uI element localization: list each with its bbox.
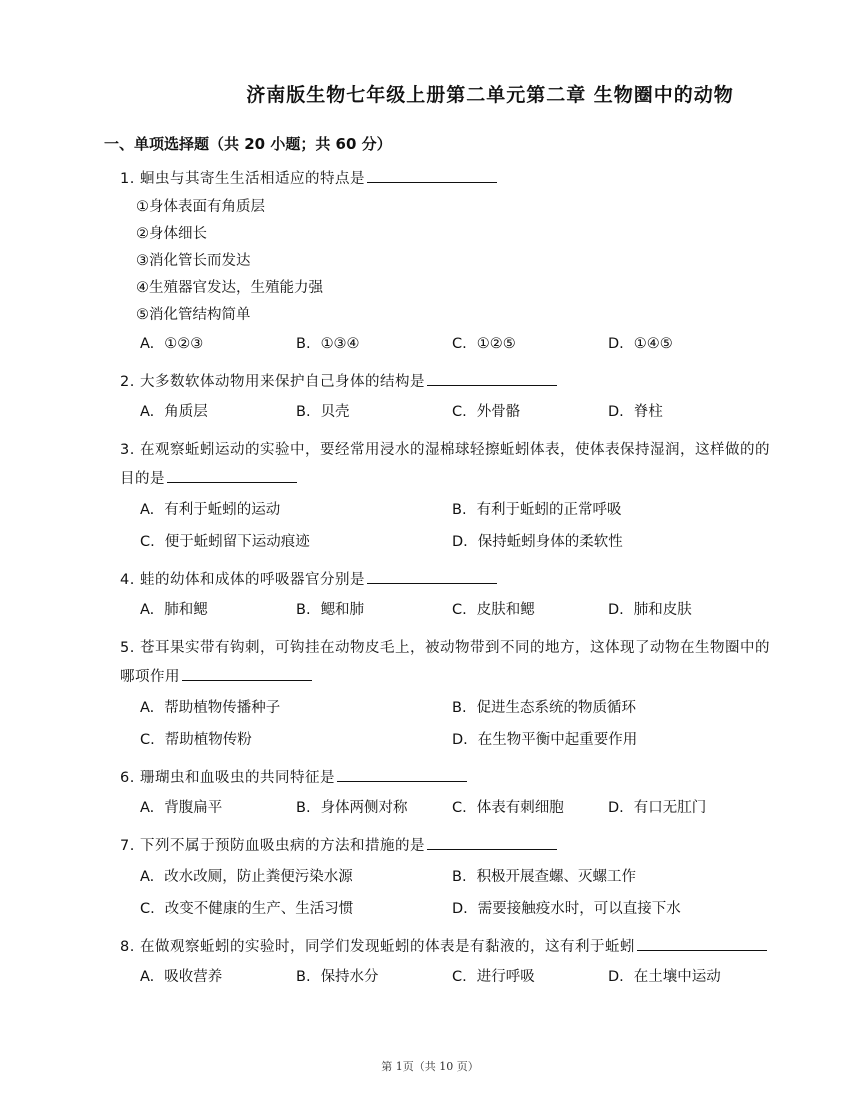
answer-blank[interactable] <box>167 468 297 483</box>
option-text: 有口无肛门 <box>633 800 707 816</box>
option-d[interactable] <box>608 595 764 626</box>
question-item <box>120 764 770 824</box>
options-row <box>120 692 770 756</box>
question-text: 在做观察蚯蚓的实验时，同学们发现蚯蚓的体表是有黏液的，这有利于蚯蚓 <box>139 939 635 955</box>
option-c[interactable] <box>140 893 452 925</box>
question-stem <box>120 436 770 494</box>
option-text: 脊柱 <box>633 404 663 420</box>
option-text: 肺和皮肤 <box>633 602 692 618</box>
question-number: 6. <box>120 770 135 786</box>
option-letter: B. <box>452 502 467 518</box>
question-stem <box>120 566 770 595</box>
question-number: 7. <box>120 838 135 854</box>
option-letter: A. <box>140 700 155 716</box>
question-item <box>120 566 770 626</box>
question-statement: ①身体表面有角质层 <box>136 199 265 215</box>
option-letter: B. <box>296 800 311 816</box>
option-letter: C. <box>140 534 155 550</box>
question-number: 2. <box>120 374 135 390</box>
option-d[interactable] <box>452 724 764 756</box>
question-stem <box>120 634 770 692</box>
answer-blank[interactable] <box>427 371 557 386</box>
section-heading: 一、单项选择题（共 20 小题；共 60 分） <box>104 135 392 153</box>
option-letter: A. <box>140 602 155 618</box>
option-text: 背腹扁平 <box>164 800 223 816</box>
option-d[interactable] <box>608 793 764 824</box>
question-text: 珊瑚虫和血吸虫的共同特征是 <box>139 770 335 786</box>
question-item <box>120 436 770 558</box>
option-text: 外骨骼 <box>476 404 521 420</box>
option-a[interactable] <box>140 595 296 626</box>
option-c[interactable] <box>140 724 452 756</box>
option-letter: D. <box>608 404 624 420</box>
option-text: 鳃和肺 <box>320 602 365 618</box>
options-row <box>120 793 770 824</box>
option-c[interactable] <box>452 397 608 428</box>
answer-blank[interactable] <box>367 569 497 584</box>
option-b[interactable] <box>296 793 452 824</box>
option-letter: B. <box>452 700 467 716</box>
option-text: 有利于蚯蚓的正常呼吸 <box>476 502 622 518</box>
option-letter: D. <box>452 534 468 550</box>
option-letter: A. <box>140 869 155 885</box>
option-a[interactable] <box>140 329 296 360</box>
option-letter: C. <box>140 901 155 917</box>
question-item <box>120 634 770 756</box>
option-c[interactable] <box>452 793 608 824</box>
option-text: 便于蚯蚓留下运动痕迹 <box>164 534 310 550</box>
option-text: 身体两侧对称 <box>320 800 408 816</box>
option-letter: A. <box>140 800 155 816</box>
option-letter: C. <box>452 336 467 352</box>
option-letter: D. <box>608 800 624 816</box>
question-stem <box>120 165 770 194</box>
option-a[interactable] <box>140 793 296 824</box>
question-number: 1. <box>120 171 135 187</box>
option-text: 帮助植物传粉 <box>164 732 252 748</box>
options-row <box>120 595 770 626</box>
question-list <box>120 165 770 1001</box>
question-stem <box>120 933 770 962</box>
option-text: 肺和鳃 <box>164 602 208 618</box>
question-stem <box>120 764 770 793</box>
option-d[interactable] <box>608 329 764 360</box>
question-stem <box>120 368 770 397</box>
option-a[interactable] <box>140 861 452 893</box>
option-c[interactable] <box>452 595 608 626</box>
option-text: 在生物平衡中起重要作用 <box>477 732 638 748</box>
question-statement: ⑤消化管结构简单 <box>136 307 251 323</box>
question-text: 大多数软体动物用来保护自己身体的结构是 <box>139 374 425 390</box>
option-text: 帮助植物传播种子 <box>164 700 281 716</box>
option-b[interactable] <box>296 595 452 626</box>
question-number: 4. <box>120 572 135 588</box>
option-text: 有利于蚯蚓的运动 <box>164 502 281 518</box>
option-letter: A. <box>140 336 155 352</box>
option-b[interactable] <box>296 962 452 993</box>
question-statement: ②身体细长 <box>136 226 207 242</box>
option-b[interactable] <box>452 494 764 526</box>
option-text: 积极开展查螺、灭螺工作 <box>476 869 637 885</box>
option-letter: B. <box>452 869 467 885</box>
option-letter: D. <box>608 602 624 618</box>
option-a[interactable] <box>140 397 296 428</box>
answer-blank[interactable] <box>637 936 767 951</box>
option-text: 进行呼吸 <box>476 969 535 985</box>
question-number: 3. <box>120 442 135 458</box>
question-statement: ③消化管长而发达 <box>136 253 251 269</box>
option-text: 角质层 <box>164 404 208 420</box>
option-text: 体表有刺细胞 <box>476 800 564 816</box>
option-letter: A. <box>140 502 155 518</box>
option-letter: D. <box>608 969 624 985</box>
option-letter: C. <box>452 969 467 985</box>
option-letter: A. <box>140 969 155 985</box>
option-letter: C. <box>452 800 467 816</box>
option-letter: C. <box>452 602 467 618</box>
option-b[interactable] <box>296 397 452 428</box>
option-letter: B. <box>296 336 311 352</box>
option-text: 需要接触疫水时，可以直接下水 <box>477 901 681 917</box>
option-c[interactable] <box>140 526 452 558</box>
answer-blank[interactable] <box>337 767 467 782</box>
question-item <box>120 832 770 925</box>
option-b[interactable] <box>452 861 764 893</box>
option-letter: A. <box>140 404 155 420</box>
option-text: 促进生态系统的物质循环 <box>476 700 637 716</box>
options-row <box>120 329 770 360</box>
question-item <box>120 933 770 993</box>
question-text: 下列不属于预防血吸虫病的方法和措施的是 <box>139 838 425 854</box>
option-d[interactable] <box>608 962 764 993</box>
question-item <box>120 165 770 360</box>
question-item <box>120 368 770 428</box>
options-row <box>120 962 770 993</box>
option-a[interactable] <box>140 494 452 526</box>
question-statement: ④生殖器官发达，生殖能力强 <box>136 280 323 296</box>
option-text: 在土壤中运动 <box>633 969 721 985</box>
option-text: 改变不健康的生产、生活习惯 <box>164 901 354 917</box>
options-row <box>120 861 770 925</box>
option-letter: D. <box>452 901 468 917</box>
option-d[interactable] <box>452 893 764 925</box>
question-text: 蛔虫与其寄生生活相适应的特点是 <box>139 171 365 187</box>
option-text: ①②⑤ <box>476 336 516 352</box>
page-footer: 第 1页（共 10 页） <box>381 1060 479 1073</box>
question-text: 苍耳果实带有钩刺，可钩挂在动物皮毛上，被动物带到不同的地方，这体现了动物在生物圈中的哪项作用 <box>120 640 770 685</box>
option-letter: B. <box>296 969 311 985</box>
question-text: 在观察蚯蚓运动的实验中，要经常用浸水的湿棉球轻擦蚯蚓体表，使体表保持湿润，这样做的的目的是 <box>120 442 770 487</box>
option-letter: D. <box>452 732 468 748</box>
option-a[interactable] <box>140 962 296 993</box>
option-text: ①③④ <box>320 336 360 352</box>
question-stem <box>120 832 770 861</box>
answer-blank[interactable] <box>427 835 557 850</box>
option-text: 皮肤和鳃 <box>476 602 535 618</box>
option-b[interactable] <box>452 692 764 724</box>
option-d[interactable] <box>608 397 764 428</box>
option-d[interactable] <box>452 526 764 558</box>
question-number: 8. <box>120 939 135 955</box>
option-letter: B. <box>296 404 311 420</box>
answer-blank[interactable] <box>182 666 312 681</box>
options-row <box>120 397 770 428</box>
option-a[interactable] <box>140 692 452 724</box>
option-letter: D. <box>608 336 624 352</box>
options-row <box>120 494 770 558</box>
option-text: 改水改厕，防止粪便污染水源 <box>164 869 353 885</box>
option-letter: C. <box>140 732 155 748</box>
option-text: 贝壳 <box>320 404 350 420</box>
option-letter: B. <box>296 602 311 618</box>
option-b[interactable] <box>296 329 452 360</box>
option-text: 吸收营养 <box>164 969 223 985</box>
option-text: ①②③ <box>164 336 204 352</box>
option-c[interactable] <box>452 329 608 360</box>
option-text: 保持蚯蚓身体的柔软性 <box>477 534 623 550</box>
option-text: 保持水分 <box>320 969 379 985</box>
option-c[interactable] <box>452 962 608 993</box>
question-text: 蛙的幼体和成体的呼吸器官分别是 <box>139 572 365 588</box>
option-text: ①④⑤ <box>633 336 673 352</box>
question-number: 5. <box>120 640 135 656</box>
answer-blank[interactable] <box>367 168 497 183</box>
option-letter: C. <box>452 404 467 420</box>
page-title: 济南版生物七年级上册第二单元第二章 生物圈中的动物 <box>246 84 734 106</box>
